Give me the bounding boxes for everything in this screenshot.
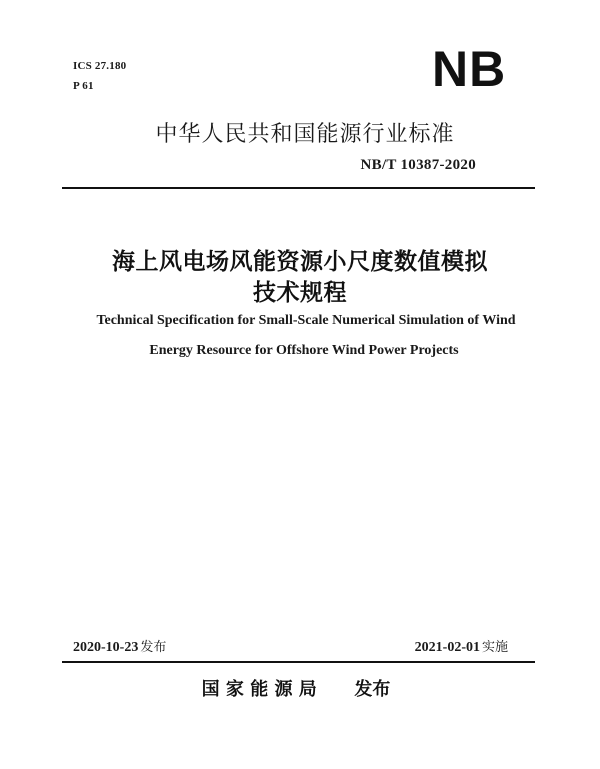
implementation-label: 实施 — [481, 640, 508, 655]
nb-logo: NB — [432, 41, 507, 97]
standard-number: NB/T 10387-2020 — [360, 157, 476, 173]
implementation-date-value: 2021-02-01 — [414, 640, 480, 655]
ccs-code: P 61 — [73, 80, 94, 92]
bottom-divider — [62, 661, 535, 663]
issue-label: 发布 — [140, 640, 167, 655]
title-english-line-1: Technical Specification for Small-Scale Numerical Simulation of Wind — [96, 313, 516, 328]
issue-date-value: 2020-10-23 — [73, 640, 139, 655]
issue-date — [73, 636, 166, 656]
ics-code: ICS 27.180 — [73, 60, 127, 72]
title-chinese-line-1: 海上风电场风能资源小尺度数值模拟 — [112, 249, 488, 275]
title-english-line-2: Energy Resource for Offshore Wind Power Projects — [149, 343, 459, 358]
issuing-authority: 国 家 能 源 局 发布 — [201, 679, 391, 700]
implementation-date — [415, 636, 508, 656]
top-divider — [62, 187, 535, 189]
standard-category: 中华人民共和国能源行业标准 — [155, 122, 455, 147]
title-chinese-line-2: 技术规程 — [253, 280, 347, 306]
